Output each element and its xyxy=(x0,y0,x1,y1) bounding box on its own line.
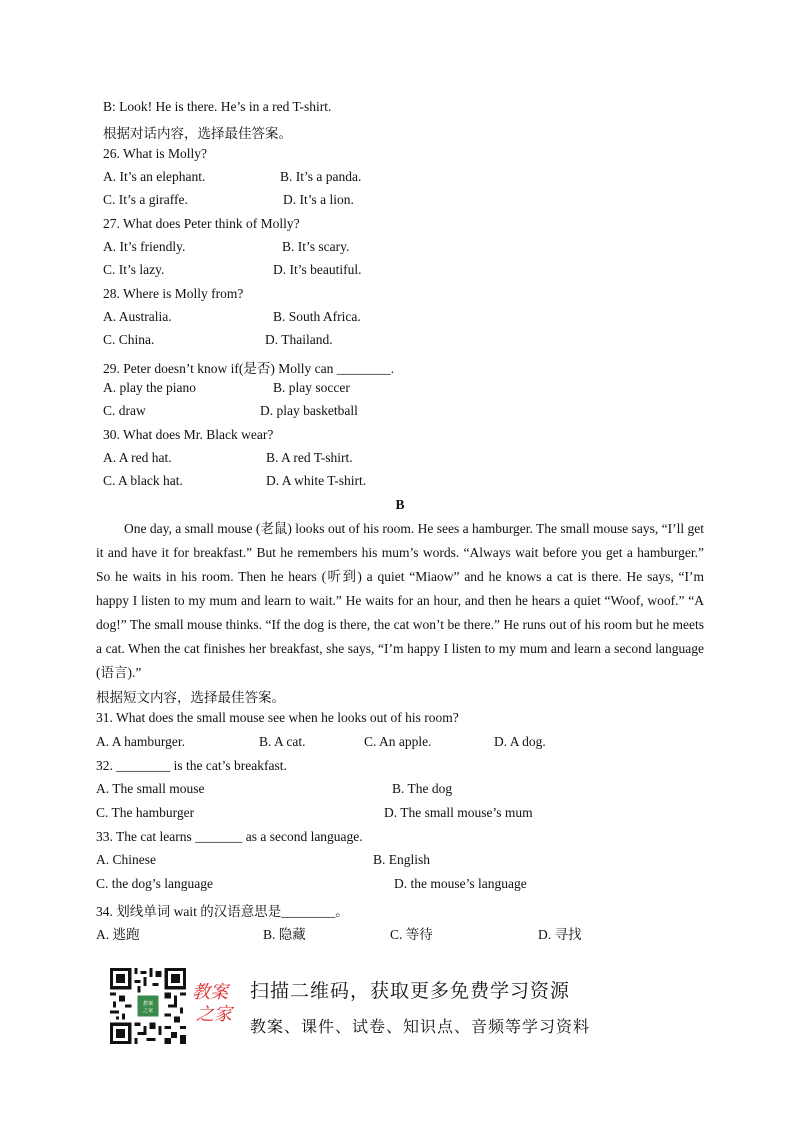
option-26-c: C. It’s a giraffe. xyxy=(103,192,188,207)
footer-slogan: 扫描二维码，获取更多免费学习资源 xyxy=(250,980,571,1002)
option-32-d: D. The small mouse’s mum xyxy=(384,805,533,820)
qr-center-logo-text: 教案 xyxy=(142,1001,154,1008)
question-30: 30. What does Mr. Black wear? xyxy=(103,427,274,442)
option-28-a: A. Australia. xyxy=(103,309,172,324)
question-33: 33. The cat learns _______ as a second language. xyxy=(96,829,363,844)
option-32-c: C. The hamburger xyxy=(96,805,195,820)
option-26-d: D. It’s a lion. xyxy=(283,192,354,207)
section-heading-b: B xyxy=(395,497,405,512)
option-28-c: C. China. xyxy=(103,332,155,347)
qr-code-icon xyxy=(110,968,186,1044)
option-29-b: B. play soccer xyxy=(273,380,350,395)
option-33-d: D. the mouse’s language xyxy=(394,876,527,891)
option-31-b: B. A cat. xyxy=(259,734,306,749)
brand-logo-text xyxy=(192,982,240,1026)
option-34-b: B. 隐藏 xyxy=(263,927,306,942)
question-29: 29. Peter doesn’t know if(是否) Molly can ________. xyxy=(103,361,395,376)
option-30-c: C. A black hat. xyxy=(103,473,183,488)
svg-text:之家: 之家 xyxy=(142,1007,154,1014)
option-33-c: C. the dog’s language xyxy=(96,876,213,891)
option-31-a: A. A hamburger. xyxy=(96,734,185,749)
option-32-a: A. The small mouse xyxy=(96,781,205,796)
option-27-c: C. It’s lazy. xyxy=(103,262,165,277)
reading-passage-text: One day, a small mouse (老鼠) looks out of his room. He sees a hamburger. The small mouse says, “I’ll get it and have it for breakfast.” But he remembers his mum’s words. “Always wait before you get a hamburger.” So he waits in his room. Then he hears (听到) a quiet “Miaow” and he knows a cat is there. He says, “I’m happy I listen to my mum and learn to wait.” He waits for an hour, and then he hears a quiet “Woof, woof.” “A dog!” The small mouse thinks. “If the dog is there, the cat won’t be there.” He runs out of his room but he meets a cat. When the cat finishes her breakfast, she says, “I’m happy I listen to my mum and learn a second language (语言).” xyxy=(96,521,704,680)
option-31-c: C. An apple. xyxy=(364,734,432,749)
option-30-d: D. A white T-shirt. xyxy=(266,473,367,488)
option-29-d: D. play basketball xyxy=(260,403,358,418)
dialogue-line: B: Look! He is there. He’s in a red T-shirt. xyxy=(103,99,332,114)
question-34: 34. 划线单词 wait 的汉语意思是________。 xyxy=(96,904,349,919)
option-27-b: B. It’s scary. xyxy=(282,239,350,254)
option-34-d: D. 寻找 xyxy=(538,927,582,942)
instruction-b: 根据短文内容，选择最佳答案。 xyxy=(96,690,285,705)
question-27: 27. What does Peter think of Molly? xyxy=(103,216,300,231)
option-29-c: C. draw xyxy=(103,403,146,418)
option-26-b: B. It’s a panda. xyxy=(280,169,362,184)
option-33-b: B. English xyxy=(373,852,431,867)
option-28-d: D. Thailand. xyxy=(265,332,333,347)
option-28-b: B. South Africa. xyxy=(273,309,361,324)
question-31: 31. What does the small mouse see when he looks out of his room? xyxy=(96,710,459,725)
option-30-a: A. A red hat. xyxy=(103,450,172,465)
option-27-d: D. It’s beautiful. xyxy=(273,262,362,277)
question-32: 32. ________ is the cat’s breakfast. xyxy=(96,758,287,773)
option-26-a: A. It’s an elephant. xyxy=(103,169,206,184)
instruction-a: 根据对话内容，选择最佳答案。 xyxy=(103,126,292,141)
option-34-c: C. 等待 xyxy=(390,927,433,942)
option-27-a: A. It’s friendly. xyxy=(103,239,186,254)
footer-banner xyxy=(110,968,630,1048)
brand-logo-line-1: 教案 xyxy=(192,982,228,1003)
option-32-b: B. The dog xyxy=(392,781,453,796)
brand-logo-line-2: 之家 xyxy=(196,1004,232,1025)
option-31-d: D. A dog. xyxy=(494,734,546,749)
reading-passage xyxy=(96,517,704,685)
option-33-a: A. Chinese xyxy=(96,852,156,867)
option-29-a: A. play the piano xyxy=(103,380,196,395)
footer-resources: 教案、课件、试卷、知识点、音频等学习资料 xyxy=(250,1017,591,1036)
question-26: 26. What is Molly? xyxy=(103,146,207,161)
question-28: 28. Where is Molly from? xyxy=(103,286,244,301)
option-34-a: A. 逃跑 xyxy=(96,927,140,942)
option-30-b: B. A red T-shirt. xyxy=(266,450,353,465)
